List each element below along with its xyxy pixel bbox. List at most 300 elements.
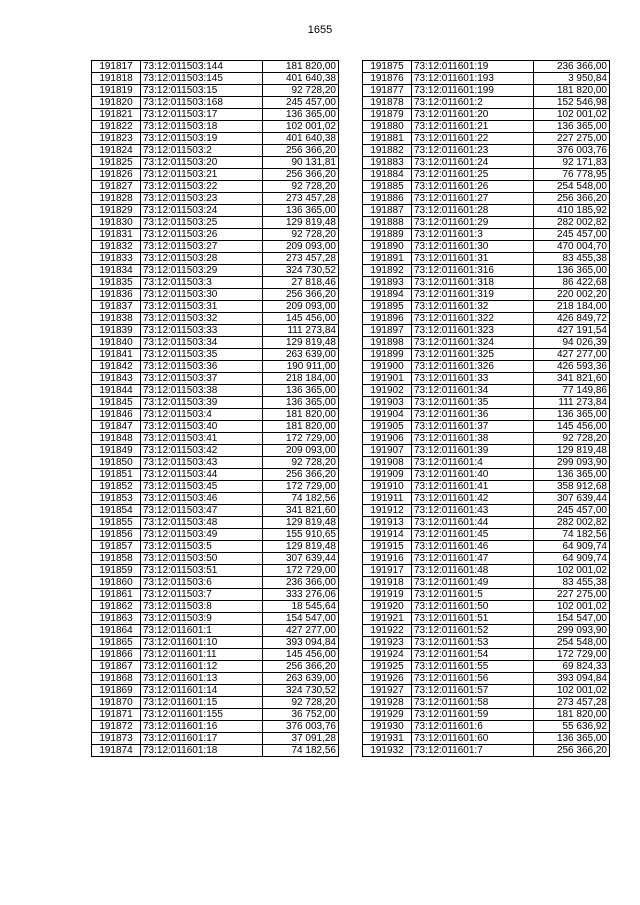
table-row [92, 637, 339, 649]
table-row [363, 625, 610, 637]
cadastral-number-cell: 73:12:011601:13 [141, 673, 263, 685]
cadastral-number-cell: 73:12:011601:318 [412, 277, 534, 289]
row-number-cell: 191887 [363, 205, 412, 217]
cadastral-number-cell: 73:12:011503:34 [141, 337, 263, 349]
row-number-cell: 191854 [92, 505, 141, 517]
cadastral-number-cell: 73:12:011503:39 [141, 397, 263, 409]
right-table [362, 60, 610, 757]
value-cell: 37 091,28 [263, 733, 339, 745]
table-row [92, 181, 339, 193]
value-cell: 263 639,00 [263, 673, 339, 685]
row-number-cell: 191840 [92, 337, 141, 349]
value-cell: 254 548,00 [534, 637, 610, 649]
row-number-cell: 191903 [363, 397, 412, 409]
table-row [92, 121, 339, 133]
row-number-cell: 191820 [92, 97, 141, 109]
table-row [92, 61, 339, 73]
value-cell: 102 001,02 [534, 685, 610, 697]
table-row [92, 685, 339, 697]
cadastral-number-cell: 73:12:011601:51 [412, 613, 534, 625]
cadastral-number-cell: 73:12:011601:58 [412, 697, 534, 709]
value-cell: 102 001,02 [534, 565, 610, 577]
table-row [92, 373, 339, 385]
value-cell: 181 820,00 [263, 421, 339, 433]
table-row [363, 301, 610, 313]
table-row [92, 217, 339, 229]
table-row [92, 193, 339, 205]
cadastral-number-cell: 73:12:011503:20 [141, 157, 263, 169]
row-number-cell: 191828 [92, 193, 141, 205]
row-number-cell: 191867 [92, 661, 141, 673]
cadastral-number-cell: 73:12:011601:52 [412, 625, 534, 637]
value-cell: 74 182,56 [263, 745, 339, 757]
cadastral-number-cell: 73:12:011503:17 [141, 109, 263, 121]
value-cell: 145 456,00 [263, 649, 339, 661]
table-row [92, 205, 339, 217]
row-number-cell: 191916 [363, 553, 412, 565]
table-row [92, 661, 339, 673]
table-row [92, 361, 339, 373]
value-cell: 90 131,81 [263, 157, 339, 169]
table-row [363, 577, 610, 589]
cadastral-number-cell: 73:12:011601:26 [412, 181, 534, 193]
cadastral-number-cell: 73:12:011601:5 [412, 589, 534, 601]
value-cell: 18 545,64 [263, 601, 339, 613]
table-row [92, 577, 339, 589]
value-cell: 152 546,98 [534, 97, 610, 109]
row-number-cell: 191928 [363, 697, 412, 709]
value-cell: 254 548,00 [534, 181, 610, 193]
row-number-cell: 191897 [363, 325, 412, 337]
value-cell: 410 185,92 [534, 205, 610, 217]
cadastral-number-cell: 73:12:011503:5 [141, 541, 263, 553]
cadastral-number-cell: 73:12:011601:22 [412, 133, 534, 145]
cadastral-number-cell: 73:12:011503:50 [141, 553, 263, 565]
table-row [363, 721, 610, 733]
value-cell: 282 002,82 [534, 217, 610, 229]
row-number-cell: 191842 [92, 361, 141, 373]
row-number-cell: 191898 [363, 337, 412, 349]
table-row [363, 709, 610, 721]
table-row [363, 109, 610, 121]
table-row [92, 673, 339, 685]
left-table [91, 60, 339, 757]
table-row [92, 97, 339, 109]
table-row [92, 601, 339, 613]
row-number-cell: 191925 [363, 661, 412, 673]
table-row [92, 229, 339, 241]
value-cell: 227 275,00 [534, 133, 610, 145]
value-cell: 3 950,84 [534, 73, 610, 85]
cadastral-number-cell: 73:12:011503:19 [141, 133, 263, 145]
row-number-cell: 191923 [363, 637, 412, 649]
cadastral-number-cell: 73:12:011601:46 [412, 541, 534, 553]
value-cell: 358 912,68 [534, 481, 610, 493]
cadastral-number-cell: 73:12:011503:30 [141, 289, 263, 301]
cadastral-number-cell: 73:12:011503:44 [141, 469, 263, 481]
cadastral-number-cell: 73:12:011503:40 [141, 421, 263, 433]
table-row [92, 277, 339, 289]
table-row [92, 613, 339, 625]
row-number-cell: 191836 [92, 289, 141, 301]
cadastral-number-cell: 73:12:011503:15 [141, 85, 263, 97]
table-row [363, 409, 610, 421]
cadastral-number-cell: 73:12:011503:27 [141, 241, 263, 253]
row-number-cell: 191899 [363, 349, 412, 361]
cadastral-number-cell: 73:12:011601:24 [412, 157, 534, 169]
row-number-cell: 191872 [92, 721, 141, 733]
value-cell: 92 728,20 [263, 697, 339, 709]
cadastral-number-cell: 73:12:011601:60 [412, 733, 534, 745]
table-row [363, 445, 610, 457]
value-cell: 92 171,83 [534, 157, 610, 169]
value-cell: 376 003,76 [534, 145, 610, 157]
row-number-cell: 191865 [92, 637, 141, 649]
cadastral-number-cell: 73:12:011601:23 [412, 145, 534, 157]
cadastral-number-cell: 73:12:011601:36 [412, 409, 534, 421]
row-number-cell: 191841 [92, 349, 141, 361]
row-number-cell: 191894 [363, 289, 412, 301]
cadastral-number-cell: 73:12:011503:51 [141, 565, 263, 577]
value-cell: 86 422,68 [534, 277, 610, 289]
value-cell: 376 003,76 [263, 721, 339, 733]
row-number-cell: 191837 [92, 301, 141, 313]
cadastral-number-cell: 73:12:011503:21 [141, 169, 263, 181]
right-table-body [363, 61, 610, 757]
cadastral-number-cell: 73:12:011601:25 [412, 169, 534, 181]
row-number-cell: 191827 [92, 181, 141, 193]
table-row [363, 469, 610, 481]
value-cell: 341 821,60 [534, 373, 610, 385]
value-cell: 218 184,00 [534, 301, 610, 313]
value-cell: 136 365,00 [534, 265, 610, 277]
table-row [363, 205, 610, 217]
value-cell: 256 366,20 [263, 169, 339, 181]
table-row [363, 73, 610, 85]
cadastral-number-cell: 73:12:011601:16 [141, 721, 263, 733]
value-cell: 111 273,84 [263, 325, 339, 337]
row-number-cell: 191920 [363, 601, 412, 613]
table-row [363, 697, 610, 709]
value-cell: 145 456,00 [263, 313, 339, 325]
row-number-cell: 191873 [92, 733, 141, 745]
cadastral-number-cell: 73:12:011503:31 [141, 301, 263, 313]
table-row [92, 697, 339, 709]
cadastral-number-cell: 73:12:011601:14 [141, 685, 263, 697]
cadastral-number-cell: 73:12:011503:22 [141, 181, 263, 193]
table-row [363, 97, 610, 109]
cadastral-number-cell: 73:12:011601:50 [412, 601, 534, 613]
row-number-cell: 191892 [363, 265, 412, 277]
row-number-cell: 191914 [363, 529, 412, 541]
value-cell: 401 640,38 [263, 133, 339, 145]
table-row [363, 349, 610, 361]
value-cell: 74 182,56 [263, 493, 339, 505]
value-cell: 393 094,84 [534, 673, 610, 685]
value-cell: 299 093,90 [534, 625, 610, 637]
cadastral-number-cell: 73:12:011601:3 [412, 229, 534, 241]
value-cell: 427 277,00 [263, 625, 339, 637]
table-row [92, 709, 339, 721]
value-cell: 256 366,20 [263, 661, 339, 673]
cadastral-number-cell: 73:12:011601:319 [412, 289, 534, 301]
table-row [363, 481, 610, 493]
table-row [363, 265, 610, 277]
row-number-cell: 191924 [363, 649, 412, 661]
row-number-cell: 191907 [363, 445, 412, 457]
table-row [363, 637, 610, 649]
value-cell: 154 547,00 [263, 613, 339, 625]
row-number-cell: 191877 [363, 85, 412, 97]
row-number-cell: 191909 [363, 469, 412, 481]
value-cell: 181 820,00 [263, 409, 339, 421]
row-number-cell: 191917 [363, 565, 412, 577]
table-row [363, 217, 610, 229]
value-cell: 136 365,00 [534, 733, 610, 745]
value-cell: 154 547,00 [534, 613, 610, 625]
cadastral-number-cell: 73:12:011601:31 [412, 253, 534, 265]
table-row [92, 517, 339, 529]
value-cell: 92 728,20 [263, 229, 339, 241]
table-row [92, 145, 339, 157]
cadastral-number-cell: 73:12:011503:9 [141, 613, 263, 625]
table-row [363, 601, 610, 613]
row-number-cell: 191829 [92, 205, 141, 217]
value-cell: 129 819,48 [263, 337, 339, 349]
value-cell: 282 002,82 [534, 517, 610, 529]
table-row [92, 421, 339, 433]
cadastral-number-cell: 73:12:011601:27 [412, 193, 534, 205]
table-row [363, 517, 610, 529]
table-row [92, 493, 339, 505]
cadastral-number-cell: 73:12:011503:29 [141, 265, 263, 277]
cadastral-number-cell: 73:12:011601:49 [412, 577, 534, 589]
value-cell: 102 001,02 [534, 601, 610, 613]
cadastral-number-cell: 73:12:011601:34 [412, 385, 534, 397]
row-number-cell: 191871 [92, 709, 141, 721]
value-cell: 83 455,38 [534, 253, 610, 265]
cadastral-number-cell: 73:12:011601:4 [412, 457, 534, 469]
row-number-cell: 191888 [363, 217, 412, 229]
table-row [92, 649, 339, 661]
cadastral-number-cell: 73:12:011503:33 [141, 325, 263, 337]
row-number-cell: 191821 [92, 109, 141, 121]
table-row [92, 565, 339, 577]
table-row [363, 529, 610, 541]
cadastral-number-cell: 73:12:011601:38 [412, 433, 534, 445]
value-cell: 209 093,00 [263, 241, 339, 253]
value-cell: 136 365,00 [263, 385, 339, 397]
row-number-cell: 191908 [363, 457, 412, 469]
row-number-cell: 191900 [363, 361, 412, 373]
cadastral-number-cell: 73:12:011601:199 [412, 85, 534, 97]
row-number-cell: 191855 [92, 517, 141, 529]
row-number-cell: 191838 [92, 313, 141, 325]
row-number-cell: 191932 [363, 745, 412, 757]
row-number-cell: 191864 [92, 625, 141, 637]
value-cell: 401 640,38 [263, 73, 339, 85]
row-number-cell: 191880 [363, 121, 412, 133]
table-row [363, 493, 610, 505]
cadastral-number-cell: 73:12:011503:49 [141, 529, 263, 541]
cadastral-number-cell: 73:12:011503:4 [141, 409, 263, 421]
table-row [363, 685, 610, 697]
row-number-cell: 191849 [92, 445, 141, 457]
row-number-cell: 191878 [363, 97, 412, 109]
table-row [363, 289, 610, 301]
cadastral-number-cell: 73:12:011601:20 [412, 109, 534, 121]
row-number-cell: 191906 [363, 433, 412, 445]
cadastral-number-cell: 73:12:011503:25 [141, 217, 263, 229]
row-number-cell: 191931 [363, 733, 412, 745]
value-cell: 172 729,00 [534, 649, 610, 661]
row-number-cell: 191847 [92, 421, 141, 433]
value-cell: 209 093,00 [263, 445, 339, 457]
table-row [363, 433, 610, 445]
value-cell: 111 273,84 [534, 397, 610, 409]
cadastral-number-cell: 73:12:011503:37 [141, 373, 263, 385]
table-row [92, 505, 339, 517]
value-cell: 256 366,20 [534, 193, 610, 205]
row-number-cell: 191910 [363, 481, 412, 493]
table-row [363, 565, 610, 577]
row-number-cell: 191915 [363, 541, 412, 553]
row-number-cell: 191861 [92, 589, 141, 601]
table-row [363, 145, 610, 157]
value-cell: 426 593,36 [534, 361, 610, 373]
table-row [363, 313, 610, 325]
table-row [363, 193, 610, 205]
cadastral-number-cell: 73:12:011601:7 [412, 745, 534, 757]
cadastral-number-cell: 73:12:011601:28 [412, 205, 534, 217]
row-number-cell: 191835 [92, 277, 141, 289]
value-cell: 236 366,00 [263, 577, 339, 589]
table-row [363, 121, 610, 133]
value-cell: 136 365,00 [263, 397, 339, 409]
table-row [92, 385, 339, 397]
table-row [92, 589, 339, 601]
cadastral-number-cell: 73:12:011601:6 [412, 721, 534, 733]
cadastral-number-cell: 73:12:011601:42 [412, 493, 534, 505]
row-number-cell: 191846 [92, 409, 141, 421]
row-number-cell: 191902 [363, 385, 412, 397]
row-number-cell: 191825 [92, 157, 141, 169]
value-cell: 470 004,70 [534, 241, 610, 253]
row-number-cell: 191826 [92, 169, 141, 181]
cadastral-number-cell: 73:12:011601:29 [412, 217, 534, 229]
value-cell: 299 093,90 [534, 457, 610, 469]
row-number-cell: 191852 [92, 481, 141, 493]
cadastral-number-cell: 73:12:011601:324 [412, 337, 534, 349]
cadastral-number-cell: 73:12:011601:55 [412, 661, 534, 673]
table-row [363, 649, 610, 661]
value-cell: 427 191,54 [534, 325, 610, 337]
value-cell: 245 457,00 [263, 97, 339, 109]
row-number-cell: 191919 [363, 589, 412, 601]
table-row [92, 313, 339, 325]
cadastral-number-cell: 73:12:011601:56 [412, 673, 534, 685]
cadastral-number-cell: 73:12:011601:19 [412, 61, 534, 73]
value-cell: 181 820,00 [534, 85, 610, 97]
row-number-cell: 191851 [92, 469, 141, 481]
cadastral-number-cell: 73:12:011601:155 [141, 709, 263, 721]
value-cell: 83 455,38 [534, 577, 610, 589]
cadastral-number-cell: 73:12:011503:8 [141, 601, 263, 613]
table-row [92, 169, 339, 181]
value-cell: 227 275,00 [534, 589, 610, 601]
cadastral-number-cell: 73:12:011601:37 [412, 421, 534, 433]
row-number-cell: 191922 [363, 625, 412, 637]
value-cell: 92 728,20 [263, 181, 339, 193]
row-number-cell: 191881 [363, 133, 412, 145]
table-row [363, 745, 610, 757]
value-cell: 136 365,00 [534, 469, 610, 481]
table-row [363, 325, 610, 337]
value-cell: 263 639,00 [263, 349, 339, 361]
row-number-cell: 191817 [92, 61, 141, 73]
value-cell: 172 729,00 [263, 481, 339, 493]
value-cell: 172 729,00 [263, 565, 339, 577]
cadastral-number-cell: 73:12:011601:30 [412, 241, 534, 253]
table-row [363, 157, 610, 169]
cadastral-number-cell: 73:12:011601:10 [141, 637, 263, 649]
cadastral-number-cell: 73:12:011503:47 [141, 505, 263, 517]
value-cell: 145 456,00 [534, 421, 610, 433]
cadastral-number-cell: 73:12:011503:41 [141, 433, 263, 445]
value-cell: 155 910,65 [263, 529, 339, 541]
cadastral-number-cell: 73:12:011601:43 [412, 505, 534, 517]
table-row [363, 361, 610, 373]
cadastral-number-cell: 73:12:011503:7 [141, 589, 263, 601]
cadastral-number-cell: 73:12:011601:54 [412, 649, 534, 661]
cadastral-number-cell: 73:12:011503:26 [141, 229, 263, 241]
value-cell: 27 818,46 [263, 277, 339, 289]
table-row [363, 133, 610, 145]
table-row [363, 457, 610, 469]
value-cell: 76 778,95 [534, 169, 610, 181]
row-number-cell: 191845 [92, 397, 141, 409]
table-row [92, 133, 339, 145]
row-number-cell: 191859 [92, 565, 141, 577]
cadastral-number-cell: 73:12:011503:36 [141, 361, 263, 373]
table-row [363, 61, 610, 73]
cadastral-number-cell: 73:12:011503:2 [141, 145, 263, 157]
value-cell: 427 277,00 [534, 349, 610, 361]
row-number-cell: 191889 [363, 229, 412, 241]
table-row [92, 157, 339, 169]
value-cell: 393 094,84 [263, 637, 339, 649]
table-row [92, 349, 339, 361]
row-number-cell: 191893 [363, 277, 412, 289]
row-number-cell: 191904 [363, 409, 412, 421]
cadastral-number-cell: 73:12:011503:144 [141, 61, 263, 73]
table-row [92, 397, 339, 409]
value-cell: 136 365,00 [263, 205, 339, 217]
value-cell: 307 639,44 [534, 493, 610, 505]
value-cell: 209 093,00 [263, 301, 339, 313]
row-number-cell: 191862 [92, 601, 141, 613]
cadastral-number-cell: 73:12:011503:28 [141, 253, 263, 265]
value-cell: 36 752,00 [263, 709, 339, 721]
cadastral-number-cell: 73:12:011601:1 [141, 625, 263, 637]
table-row [92, 301, 339, 313]
row-number-cell: 191895 [363, 301, 412, 313]
value-cell: 136 365,00 [534, 409, 610, 421]
value-cell: 333 276,06 [263, 589, 339, 601]
row-number-cell: 191879 [363, 109, 412, 121]
row-number-cell: 191911 [363, 493, 412, 505]
value-cell: 245 457,00 [534, 229, 610, 241]
